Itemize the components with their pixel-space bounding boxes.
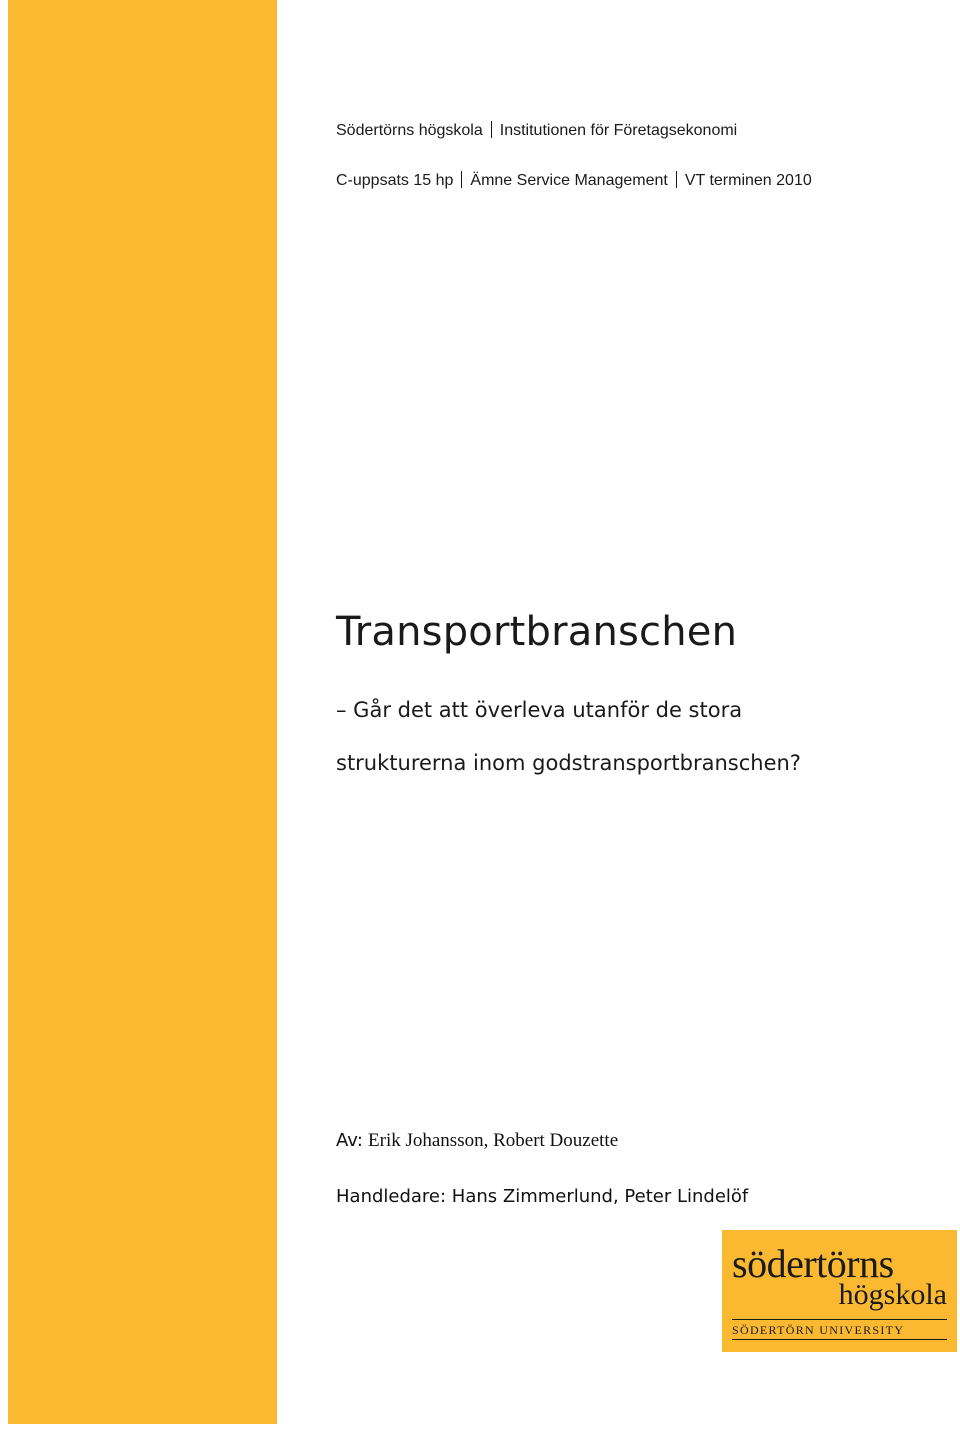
- accent-sidebar-band: [8, 0, 277, 1424]
- term: VT terminen 2010: [684, 172, 812, 189]
- supervisors-line: Handledare: Hans Zimmerlund, Peter Lindelöf: [336, 1186, 749, 1207]
- document-title: Transportbranschen: [336, 609, 738, 655]
- logo-word-university: SÖDERTÖRN UNIVERSITY: [732, 1323, 905, 1337]
- department-name: Institutionen för Företagsekonomi: [499, 122, 738, 139]
- university-logo: [722, 1230, 957, 1352]
- authors-label: Av:: [336, 1130, 363, 1151]
- logo-rule-bottom: [732, 1339, 947, 1340]
- document-subtitle-line-1: – Går det att överleva utanför de stora: [336, 698, 743, 722]
- authors-line: [336, 1130, 618, 1152]
- header-line-institution: [336, 121, 737, 140]
- document-subtitle-line-2: strukturerna inom godstransportbranschen?: [336, 751, 801, 775]
- thesis-level: C-uppsats 15 hp: [336, 172, 454, 189]
- separator: [676, 171, 677, 188]
- institution-name: Södertörns högskola: [336, 122, 483, 139]
- logo-rule-top: [732, 1319, 947, 1320]
- subject-name: Ämne Service Management: [470, 172, 668, 189]
- separator: [491, 121, 492, 138]
- logo-word-sodertorns: södertörns: [732, 1241, 894, 1286]
- header-line-course: [336, 171, 812, 190]
- logo-word-hogskola: högskola: [838, 1278, 947, 1311]
- authors-names: Erik Johansson, Robert Douzette: [368, 1130, 619, 1151]
- separator: [461, 171, 462, 188]
